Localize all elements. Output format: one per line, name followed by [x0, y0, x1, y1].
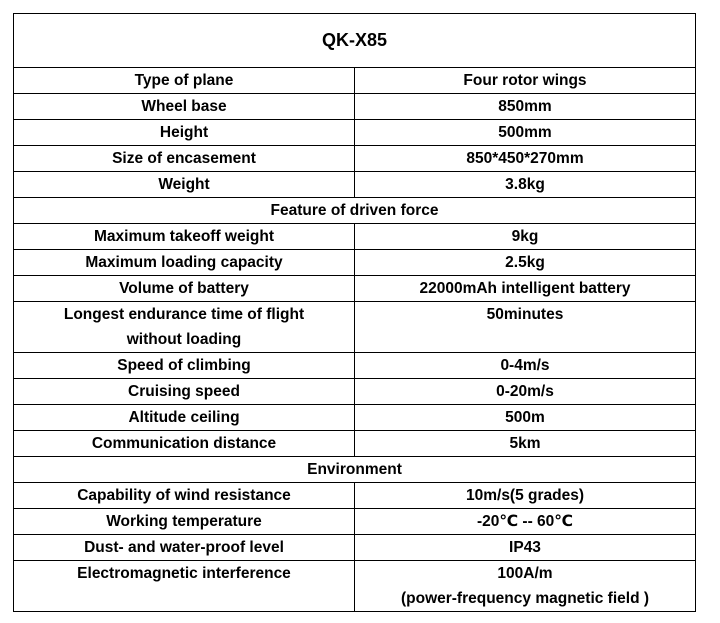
- spec-label-line: Maximum loading capacity: [85, 254, 283, 271]
- spec-label-line: Capability of wind resistance: [77, 487, 291, 504]
- spec-label-cell: [14, 405, 355, 431]
- table-row: [14, 509, 696, 535]
- spec-value-cell: [355, 276, 696, 302]
- spec-label-cell: [14, 94, 355, 120]
- table-row: [14, 146, 696, 172]
- table-row: [14, 224, 696, 250]
- spec-value-line: 3.8kg: [505, 176, 545, 193]
- spec-value-cell: [355, 483, 696, 509]
- spec-label-line: Size of encasement: [112, 150, 256, 167]
- section-header-row: [14, 457, 696, 483]
- spec-value-line: -20℃ -- 60℃: [476, 513, 574, 530]
- spec-label-cell: [14, 483, 355, 509]
- spec-table-body: [14, 14, 696, 612]
- spec-label-cell: [14, 353, 355, 379]
- spec-label-line: without loading: [126, 331, 242, 348]
- spec-value-cell: [355, 172, 696, 198]
- spec-value-cell: [355, 146, 696, 172]
- spec-label-cell: [14, 224, 355, 250]
- spec-label-line: Speed of climbing: [117, 357, 251, 374]
- table-row: [14, 302, 696, 353]
- spec-value-line: 100A/m: [497, 565, 553, 582]
- spec-value-cell: [355, 94, 696, 120]
- spec-value-cell: [355, 561, 696, 612]
- spec-label-cell: [14, 146, 355, 172]
- spec-label-line: Cruising speed: [128, 383, 240, 400]
- spec-label-line: Electromagnetic interference: [77, 565, 291, 582]
- spec-label-cell: [14, 509, 355, 535]
- spec-value-line: 850*450*270mm: [466, 150, 584, 167]
- spec-value-line: (power-frequency magnetic field ): [400, 590, 650, 607]
- table-row: [14, 561, 696, 612]
- spec-label-cell: [14, 379, 355, 405]
- spec-label-line: Weight: [158, 176, 210, 193]
- spec-value-line: 0-20m/s: [496, 383, 554, 400]
- spec-label-cell: [14, 276, 355, 302]
- table-row: [14, 431, 696, 457]
- spec-value-line: 850mm: [498, 98, 552, 115]
- spec-table: [13, 13, 696, 612]
- spec-value-cell: [355, 250, 696, 276]
- spec-value-line: IP43: [509, 539, 541, 556]
- table-row: [14, 353, 696, 379]
- spec-label-line: Altitude ceiling: [128, 409, 240, 426]
- spec-label-cell: [14, 120, 355, 146]
- spec-label-cell: [14, 561, 355, 612]
- spec-label-cell: [14, 68, 355, 94]
- table-row: [14, 68, 696, 94]
- spec-value-line: 2.5kg: [505, 254, 545, 271]
- spec-label-line: Type of plane: [134, 72, 234, 89]
- spec-value-line: 0-4m/s: [500, 357, 550, 374]
- spec-value-cell: [355, 68, 696, 94]
- spec-value-line: 500m: [505, 409, 545, 426]
- table-row: [14, 250, 696, 276]
- spec-value-cell: [355, 302, 696, 353]
- spec-value-cell: [355, 535, 696, 561]
- table-row: [14, 535, 696, 561]
- spec-label-cell: [14, 535, 355, 561]
- spec-label-cell: [14, 431, 355, 457]
- table-row: [14, 276, 696, 302]
- table-row: [14, 94, 696, 120]
- spec-value-line: 10m/s(5 grades): [465, 487, 585, 504]
- title-row: [14, 14, 696, 68]
- spec-label-line: Wheel base: [141, 98, 227, 115]
- spec-value-line: 5km: [509, 435, 541, 452]
- table-row: [14, 172, 696, 198]
- spec-value-line: 500mm: [498, 124, 552, 141]
- spec-value-cell: [355, 224, 696, 250]
- spec-value-line: 9kg: [511, 228, 539, 245]
- table-row: [14, 379, 696, 405]
- spec-label-line: Longest endurance time of flight: [63, 306, 305, 323]
- spec-label-cell: [14, 172, 355, 198]
- spec-value-line: 50minutes: [486, 306, 564, 323]
- spec-label-cell: [14, 250, 355, 276]
- table-row: [14, 405, 696, 431]
- spec-value-cell: [355, 353, 696, 379]
- spec-label-line: Volume of battery: [119, 280, 249, 297]
- spec-value-cell: [355, 431, 696, 457]
- table-row: [14, 483, 696, 509]
- spec-label-line: Height: [159, 124, 209, 141]
- table-title: QK-X85: [14, 14, 696, 68]
- spec-label-line: Dust- and water-proof level: [84, 539, 284, 556]
- spec-value-line: Four rotor wings: [463, 72, 587, 89]
- spec-value-cell: [355, 120, 696, 146]
- spec-value-line: 22000mAh intelligent battery: [419, 280, 631, 297]
- table-row: [14, 120, 696, 146]
- section-header-row: [14, 198, 696, 224]
- spec-label-line: Working temperature: [106, 513, 262, 530]
- section-heading: Environment: [14, 457, 696, 483]
- spec-value-cell: [355, 379, 696, 405]
- spec-value-cell: [355, 509, 696, 535]
- section-heading: Feature of driven force: [14, 198, 696, 224]
- spec-label-cell: [14, 302, 355, 353]
- spec-value-cell: [355, 405, 696, 431]
- spec-label-line: Maximum takeoff weight: [94, 228, 274, 245]
- spec-label-line: Communication distance: [91, 435, 277, 452]
